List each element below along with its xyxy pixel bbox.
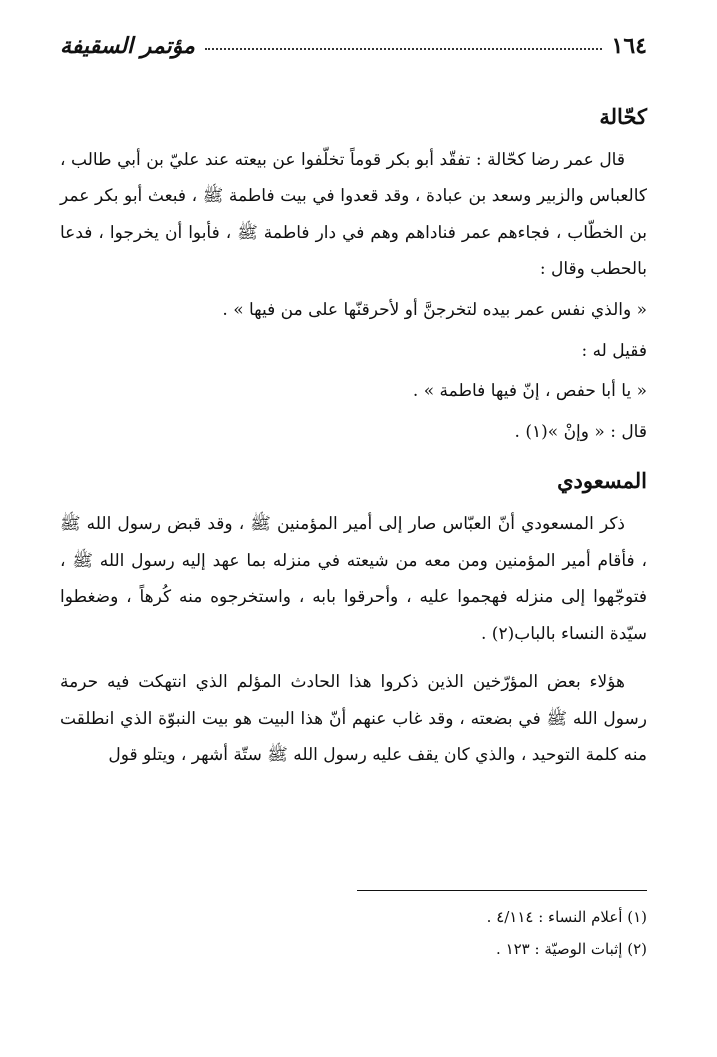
page-header	[60, 28, 647, 64]
quote: « يا أبا حفص ، إنّ فيها فاطمة » .	[412, 381, 647, 402]
footnote: (١) أعلام النساء : ٤/١١٤ .	[486, 908, 647, 926]
header-dotted-leader	[205, 48, 602, 50]
section-title-kahhala: كحّالة	[599, 104, 647, 129]
page-body	[60, 98, 647, 774]
text-line: فقيل له :	[581, 340, 647, 361]
footnote: (٢) إثبات الوصيّة : ١٢٣ .	[496, 939, 647, 958]
quote: « والذي نفس عمر بيده لتخرجنَّ أو لأحرقنّها على من فيها » .	[222, 299, 647, 320]
text-line: قال : « وإنْ »(١) .	[514, 421, 647, 442]
paragraph: قال عمر رضا كحّالة : تفقّد أبو بكر قوماً تخلّفوا عن بيعته عند عليّ بن أبي طالب ، كالعباس والزبير وسعد بن عبادة ، وقد قعدوا في بيت فاطمة ﷺ ، فبعث أبو بكر عمر بن الخطّاب ، فجاءهم عمر فناداهم وهم في دار فاطمة ﷺ ، فأبوا أن يخرجوا ، فدعا بالحطب وقال :	[60, 149, 647, 280]
paragraph: هؤلاء بعض المؤرّخين الذين ذكروا هذا الحادث المؤلم الذي انتهكت فيه حرمة رسول الله ﷺ في بضعته ، وقد غاب عنهم أنّ هذا البيت هو بيت النبوّة الذي انطلقت منه كلمة التوحيد ، والذي كان يقف عليه رسول الله ﷺ ستّة أشهر ، ويتلو قول	[60, 672, 647, 766]
footnote-divider	[357, 890, 647, 891]
paragraph: ذكر المسعودي أنّ العبّاس صار إلى أمير المؤمنين ﷺ ، وقد قبض رسول الله ﷺ ، فأقام أمير المؤمنين ومن معه من شيعته في منزله بما عهد إليه رسول الله ﷺ ، فتوجّهوا إلى منزله فهجموا عليه ، وأحرقوا بابه ، واستخرجوه منه كُرهاً ، وضغطوا سيّدة النساء بالباب(٢) .	[60, 513, 647, 644]
footnotes	[60, 902, 647, 965]
page-number: ١٦٤	[611, 33, 647, 59]
section-title-masudi: المسعودي	[557, 468, 647, 494]
book-title: مؤتمر السقيفة	[60, 33, 195, 59]
